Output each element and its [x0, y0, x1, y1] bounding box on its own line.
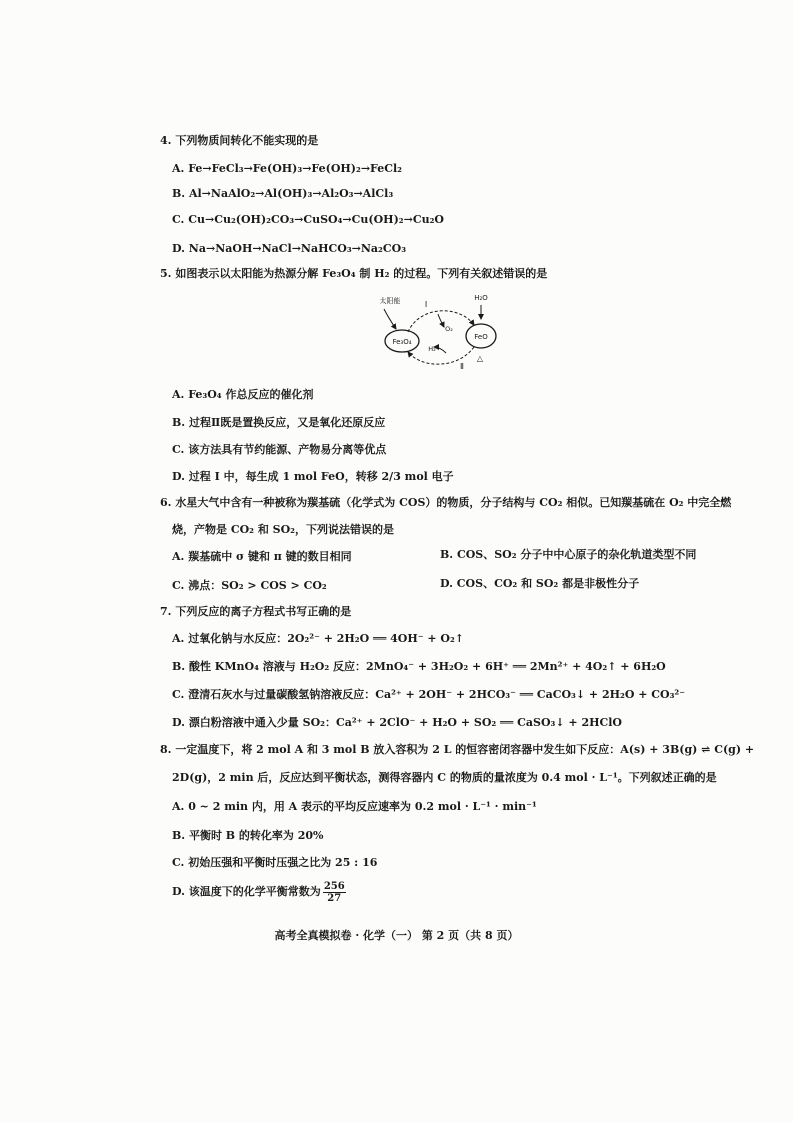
q8-option-d-text: D. 该温度下的化学平衡常数为 — [172, 885, 321, 898]
page-footer: 高考全真模拟卷 · 化学（一） 第 2 页（共 8 页） — [274, 929, 519, 942]
q7-option-d: D. 漂白粉溶液中通入少量 SO₂：Ca²⁺ + 2ClO⁻ + H₂O + SO₂ ══ CaSO₃↓ + 2HClO — [172, 716, 623, 729]
q8-option-d — [172, 880, 346, 904]
q6-option-b: B. COS、SO₂ 分子中中心原子的杂化轨道类型不同 — [440, 548, 697, 561]
q4-stem: 4. 下列物质间转化不能实现的是 — [160, 134, 319, 147]
step-1-label: I — [424, 300, 428, 309]
q8-option-b: B. 平衡时 B 的转化率为 20% — [172, 829, 324, 842]
h2o-label: H₂O — [474, 294, 488, 302]
q7-option-b: B. 酸性 KMnO₄ 溶液与 H₂O₂ 反应：2MnO₄⁻ + 3H₂O₂ + 6H⁺ ══ 2Mn²⁺ + 4O₂↑ + 6H₂O — [172, 660, 666, 673]
q5-option-c: C. 该方法具有节约能源、产物易分离等优点 — [172, 443, 387, 456]
q8-option-c: C. 初始压强和平衡时压强之比为 25 : 16 — [172, 856, 378, 869]
q7-option-c: C. 澄清石灰水与过量碳酸氢钠溶液反应：Ca²⁺ + 2OH⁻ + 2HCO₃⁻ ══ CaCO₃↓ + 2H₂O + CO₃²⁻ — [172, 688, 686, 701]
q5-stem: 5. 如图表示以太阳能为热源分解 Fe₃O₄ 制 H₂ 的过程。下列有关叙述错误的是 — [160, 267, 548, 280]
fe3o4-label: Fe₃O₄ — [392, 338, 412, 346]
q4-option-c: C. Cu→Cu₂(OH)₂CO₃→CuSO₄→Cu(OH)₂→Cu₂O — [172, 213, 444, 226]
solar-energy-arrow — [384, 309, 396, 329]
equilibrium-constant-fraction — [323, 881, 346, 904]
q6-option-c: C. 沸点：SO₂ > COS > CO₂ — [172, 579, 327, 592]
q6-option-a: A. 羰基硫中 σ 键和 π 键的数目相同 — [172, 550, 352, 563]
q8-option-a: A. 0 ~ 2 min 内，用 A 表示的平均反应速率为 0.2 mol · L⁻¹ · min⁻¹ — [172, 800, 537, 813]
o2-label: O₂ — [445, 325, 453, 333]
h2-label: H₂ — [428, 345, 436, 353]
q8-stem-line2: 2D(g)，2 min 后，反应达到平衡状态，测得容器内 C 的物质的量浓度为 0.4 mol · L⁻¹。下列叙述正确的是 — [172, 771, 717, 784]
q7-stem: 7. 下列反应的离子方程式书写正确的是 — [160, 605, 352, 618]
step-2-label: Ⅱ — [460, 362, 464, 371]
q4-option-a: A. Fe→FeCl₃→Fe(OH)₃→Fe(OH)₂→FeCl₂ — [172, 162, 403, 175]
q6-option-d: D. COS、CO₂ 和 SO₂ 都是非极性分子 — [440, 577, 640, 590]
q5-option-a: A. Fe₃O₄ 作总反应的催化剂 — [172, 388, 314, 401]
q6-stem-line1: 6. 水星大气中含有一种被称为羰基硫（化学式为 COS）的物质，分子结构与 CO₂ 相似。已知羰基硫在 O₂ 中完全燃 — [160, 496, 732, 509]
q6-stem-line2: 烧，产物是 CO₂ 和 SO₂，下列说法错误的是 — [172, 523, 394, 536]
solar-energy-label: 太阳能 — [379, 297, 401, 305]
q4-option-d: D. Na→NaOH→NaCl→NaHCO₃→Na₂CO₃ — [172, 242, 407, 255]
q8-stem-line1: 8. 一定温度下，将 2 mol A 和 3 mol B 放入容积为 2 L 的恒容密闭容器中发生如下反应：A(s) + 3B(g) ⇌ C(g) + — [160, 743, 755, 756]
fraction-denominator: 27 — [327, 892, 342, 904]
q5-option-b: B. 过程Ⅱ既是置换反应，又是氧化还原反应 — [172, 416, 386, 429]
h2-out-arrow — [434, 347, 446, 353]
q5-option-d: D. 过程 I 中，每生成 1 mol FeO，转移 2/3 mol 电子 — [172, 470, 454, 483]
o2-out-arrow — [438, 314, 444, 327]
fraction-numerator: 256 — [323, 880, 345, 892]
heat-label: △ — [476, 354, 484, 363]
q7-option-a: A. 过氧化钠与水反应：2O₂²⁻ + 2H₂O ══ 4OH⁻ + O₂↑ — [172, 632, 465, 645]
q5-cycle-diagram — [370, 287, 510, 372]
feo-label: FeO — [474, 333, 488, 341]
q4-option-b: B. Al→NaAlO₂→Al(OH)₃→Al₂O₃→AlCl₃ — [172, 187, 394, 200]
